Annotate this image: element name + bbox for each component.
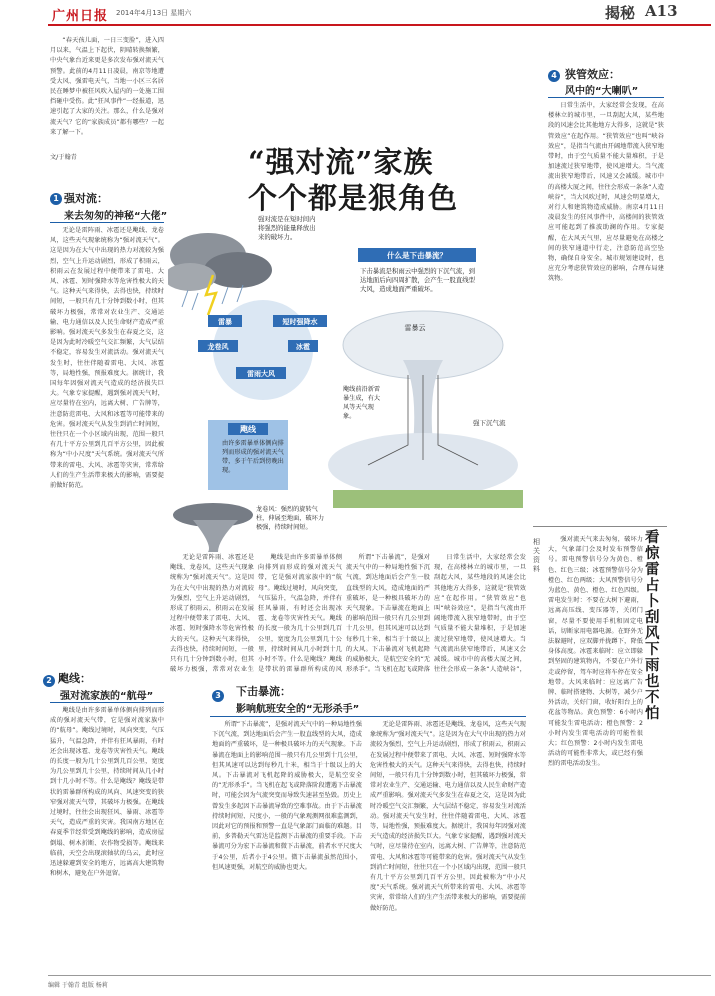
- headline-line-1: “强对流”家族: [248, 145, 434, 179]
- tornado-caption: 龙卷风：强烈的旋转气柱，伸展至地面，破坏力极强，持续时间短。: [256, 506, 325, 531]
- section-3-subtitle: 影响航班安全的“无形杀手”: [236, 704, 360, 715]
- family-member-5: 雷雨大风: [247, 370, 275, 378]
- sidebar-rule: [533, 526, 667, 527]
- family-member-2: 短时强降水: [282, 318, 318, 326]
- header-rule: [48, 24, 711, 26]
- section-1-rule: [50, 222, 164, 223]
- middle-text-3: 所谓“下击暴流”，是强对流天气中的一种局地性强下沉气流，到达地面后会产生一股直线型的大风，造成地面的严重破坏，是一种极具破坏力的天气现象。下击暴流在地面上的影响范围一般只有几公里到十几公里，但其风速可以达到每秒几十米，相当于十级以上的大风。下击暴流对飞机起降的威胁极大，是航空安全的“无形杀手”。当飞机在起飞或降落: [346, 554, 430, 673]
- section-2-title: 飑线：: [58, 672, 91, 685]
- section-1-body: 无论是雷阵雨、冰雹还是飑线、龙卷风，这些天气现象统称为“强对流天气”。这是因为在大气中出现的热力对流较为强烈，空气上升运动剧烈，形成了积雨云，积雨云在发展过程中便带来了雷电、大风、冰雹、短时强降水等危害性极大的天气。这种天气来得快，去得也快，持续时间短，一般只有几十分钟到数小时，但其破坏力极强，常常对农业生产、交通运输、电力通信以及人民生命财产造成严重影响。强对流天气多发生在春夏之交，这是因为此时冷暖空气交汇频繁，大气层结不稳定，容易发生对流活动。强对流天气发生时，往往伴随着雷电、大风、冰雹等，局地性强，预报难度大。据统计，我国每年因强对流天气造成的经济损失巨大。气象专家提醒，遇到强对流天气时，应尽量待在室内，远离大树、广告牌等，注意防范雷电、大风和冰雹等可能带来的危害。强对流天气从发生到消亡时间短，往往只在一个小区域内出现，范围一般只有几十平方公里到几百平方公里，因此被称为“中小尺度”天气系统。强对流天气所带来的雷电、大风、冰雹等灾害，常常给人们的生产生活带来极大的影响，需要提前做好防范。: [50, 227, 164, 490]
- section-3-number: 3: [212, 690, 224, 702]
- section-1-number: 1: [50, 193, 62, 205]
- page-number: A13: [645, 2, 678, 20]
- middle-text-2: 飑线是由许多雷暴单体侧向排列而形成的强对流天气带，它是强对流家族中的“航母”。飑线过境时，风向突变，气压猛升，气温急降，并伴有狂风暴雨，有时还会出现冰雹、龙卷等灾害性天气。飑线的长度一般为几十公里到几百公里，宽度为几公里到几十公里，持续时间从几小时到十几小时不等。什么是飑线？飑线是带状的雷暴群所构成的风: [258, 554, 342, 673]
- sidebar-body: 强对流天气来去匆匆，破坏力大，气象部门会及时发布预警信号。雷电预警信号分为黄色、橙色、红色三级；冰雹预警信号分为橙色、红色两级；大风预警信号分为蓝色、黄色、橙色、红色四级。雷电发生时：不要在大树下避雨，远离高压线、变压器等，关闭门窗，尽量不要使用手机和固定电话，切断家用电器电源。在野外无法躲避时，应双脚并拢蹲下，降低身体高度。冰雹来临时：应立即躲到坚固的建筑物内，不要在户外行走或停留，驾车时应将车停在安全地带。大风来临时：应远离广告牌、临时搭建物、大树等，减少户外活动，关好门窗，收好阳台上的花盆等物品。黄色预警：6小时内可能发生雷电活动；橙色预警：2小时内发生雷电活动的可能性很大；红色预警：2小时内发生雷电活动的可能性非常大，或已经有强烈的雷电活动发生。: [548, 536, 643, 768]
- tornado-funnel: [193, 520, 238, 552]
- issue-date: 2014年4月13日 星期六: [116, 9, 192, 17]
- section-4-subtitle: 风中的“大喇叭”: [565, 86, 639, 97]
- section-3-body-right: 无论是雷阵雨、冰雹还是飑线、龙卷风，这些天气现象统称为“强对流天气”。这是因为在大气中出现的热力对流较为强烈，空气上升运动剧烈，形成了积雨云，积雨云在发展过程中便带来了雷电、大风、冰雹、短时强降水等危害性极大的天气。这种天气来得快，去得也快，持续时间短，一般只有几十分钟到数小时，但其破坏力极强，常常对农业生产、交通运输、电力通信以及人民生命财产造成严重影响。强对流天气多发生在春夏之交，这是因为此时冷暖空气交汇频繁，大气层结不稳定，容易发生对流活动。强对流天气发生时，往往伴随着雷电、大风、冰雹等，局地性强，预报难度大。据统计，我国每年因强对流天气造成的经济损失巨大。气象专家提醒，遇到强对流天气时，应尽量待在室内，远离大树、广告牌等，注意防范雷电、大风和冰雹等可能带来的危害。强对流天气从发生到消亡时间短，往往只在一个小区域内出现，范围一般只有几十平方公里到几百平方公里，因此被称为“中小尺度”天气系统。强对流天气所带来的雷电、大风、冰雹等灾害，常常给人们的生产生活带来极大的影响，需要提前做好防范。: [370, 721, 526, 912]
- squall-caption: 由许多雷暴单体侧向排列而形成的强对流天气带，多于午后到傍晚出现。: [222, 440, 284, 474]
- section-name: 揭秘: [605, 4, 636, 22]
- downburst-cloud-label: 雷暴云: [404, 324, 426, 332]
- infographic-drawing: [168, 215, 533, 552]
- family-member-3: 龙卷风: [207, 343, 229, 351]
- section-2-number: 2: [43, 675, 55, 687]
- section-2-body: 飑线是由许多雷暴单体侧向排列而形成的强对流天气带，它是强对流家族中的“航母”。飑线过境时，风向突变，气压猛升，气温急降，并伴有狂风暴雨，有时还会出现冰雹、龙卷等灾害性天气。飑线的长度一般为几十公里到几百公里，宽度为几公里到几十公里，持续时间从几小时到十几小时不等。什么是飑线？飑线是带状的雷暴群所构成的风向、风速突变的狭窄强对流天气带，其破坏力极强。在飑线过境时，往往会出现狂风、暴雨、冰雹等天气，造成严重的灾害。我国南方地区在春夏季节经常受到飑线的影响，造成房屋倒塌、树木折断、农作物受损等。飑线来临前，天空会出现滚轴状的乌云，此时应迅速躲避到安全的地方，远离高大建筑物和树木，避免在户外逗留。: [50, 707, 164, 878]
- section-2-subtitle: 强对流家族的“航母”: [60, 691, 154, 702]
- downburst-question: 什么是下击暴流？: [387, 251, 447, 260]
- footer-rule: [48, 975, 711, 976]
- headline-line-2: 个个都是狠角色: [248, 181, 459, 215]
- intro-text: “春天孩儿面，一日三变脸”，进入四月以来，气温上下起伏，阴晴转换频繁，中央气象台近来更是多次发布强对流天气预警。此前的4月11日凌晨，南京等地遭受大风、强雷电天气，当地一小区三名居民在睡梦中被狂风吹入屋内的一处施工围挡砸中受伤。此“狂风事件”一经报道，迅速引起了大家的关注。那么，什么是强对流天气？它的“家族成员”都有哪些？一起来了解一下。: [50, 37, 164, 136]
- middle-text-1: 无论是雷阵雨、冰雹还是飑线、龙卷风，这些天气现象统称为“强对流天气”。这是因为在大气中出现的热力对流较为强烈，空气上升运动剧烈，形成了积雨云，积雨云在发展过程中便带来了雷电、大风、冰雹、短时强降水等危害性极大的天气。这种天气来得快，去得也快，持续时间短，一般只有几十分钟到数小时，但其破坏力极强，常常对农业生: [170, 554, 254, 673]
- section-3-body-left: 所谓“下击暴流”，是强对流天气中的一种局地性强下沉气流，到达地面后会产生一股直线型的大风，造成地面的严重破坏，是一种极具破坏力的天气现象。下击暴流在地面上的影响范围一般只有几公里到十几公里，但其风速可以达到每秒几十米，相当于十级以上的大风。下击暴流对飞机起降的威胁极大，是航空安全的“无形杀手”。当飞机在起飞或降落阶段遭遇下击暴流时，可能会因为气流突变而导致失速甚至坠毁。历史上曾发生多起因下击暴流导致的空难事故。由于下击暴流持续时间短、尺度小，一般的气象观测网很难监测到，因此对它的预报和预警一直是气象部门面临的难题。目前，多普勒天气雷达是监测下击暴流的重要手段。下击暴流可分为宏下击暴流和微下击暴流，前者水平尺度大于4公里，后者小于4公里。微下击暴流虽然范围小，但风速更强，对航空的威胁也更大。: [212, 721, 362, 871]
- section-4-title: 狭管效应：: [565, 68, 620, 81]
- page-header: [0, 0, 715, 24]
- section-4-body: 日常生活中，大家经常会发现，在高楼林立的城市里，一旦刮起大风，某些地段的风速会比其他地方大得多，这就是“狭管效应”在起作用。“狭管效应”也叫“峡谷效应”，是指当气流由开阔地带流入狭窄地带时，由于空气质量不能大量堆积，于是加速流过狭窄地带，使风速增大。当气流流出狭窄地带后，风速又会减缓。城市中的高楼大厦之间，往往会形成一条条“人造峡谷”，当大风吹过时，风速会明显增大，对行人和建筑物造成威胁。南京4月11日凌晨发生的狂风事件中，高楼间的狭管效应可能起到了推波助澜的作用。专家提醒，在大风天气里，应尽量避免在高楼之间的狭窄通道中行走，注意防范高空坠物，确保自身安全。城市规划建设时，也应充分考虑狭管效应的影响，合理布局建筑物。: [548, 102, 664, 283]
- family-member-4: 冰雹: [296, 343, 310, 351]
- downburst-wind-label: 强下沉气流: [473, 419, 506, 427]
- squall-label: 飑线: [240, 425, 256, 434]
- family-member-1: 雷暴: [218, 318, 232, 326]
- section-3-rule: [210, 716, 526, 717]
- downburst-side-label: 飑线前沿新雷暴生成，有大风等天气现象。: [343, 386, 381, 420]
- masthead-logo: 广州日报: [52, 9, 109, 24]
- page-footer: 编辑 于翰青 组版 杨莉: [48, 982, 108, 989]
- middle-text-4: 日常生活中，大家经常会发现，在高楼林立的城市里，一旦刮起大风，某些地段的风速会比其他地方大得多，这就是“狭管效应”在起作用。“狭管效应”也叫“峡谷效应”，是指当气流由开阔地带流入狭窄地带时，由于空气质量不能大量堆积，于是加速流过狭窄地带，使风速增大。当气流流出狭窄地带后，风速又会减缓。城市中的高楼大厦之间，往往会形成一条条“人造峡谷”，: [434, 554, 526, 673]
- cloud-caption: 强对流是在短时间内将强烈的能量释放出来的破坏力。: [258, 215, 316, 241]
- downburst-text: 下击暴流是积雨云中强烈的下沉气流，到达地面后向四周扩散，会产生一股直线型大风，造成地面严重破坏。: [360, 267, 476, 293]
- downburst-ground: [333, 490, 523, 508]
- section-1-title: 强对流：: [64, 192, 108, 205]
- section-2-rule: [50, 702, 164, 703]
- infographic: [168, 215, 533, 552]
- section-1-subtitle: 来去匆匆的神秘“大佬”: [64, 211, 168, 222]
- intro-author: 文/于翰青: [50, 154, 77, 161]
- section-3-title: 下击暴流：: [236, 685, 291, 698]
- storm-cloud-2: [204, 252, 272, 288]
- sidebar-headline: 看惊雷占卜 刮风下雨也不怕: [645, 529, 660, 722]
- section-4-rule: [548, 97, 664, 98]
- section-4-number: 4: [548, 70, 560, 82]
- sidebar-tag: 相关资料: [533, 538, 540, 573]
